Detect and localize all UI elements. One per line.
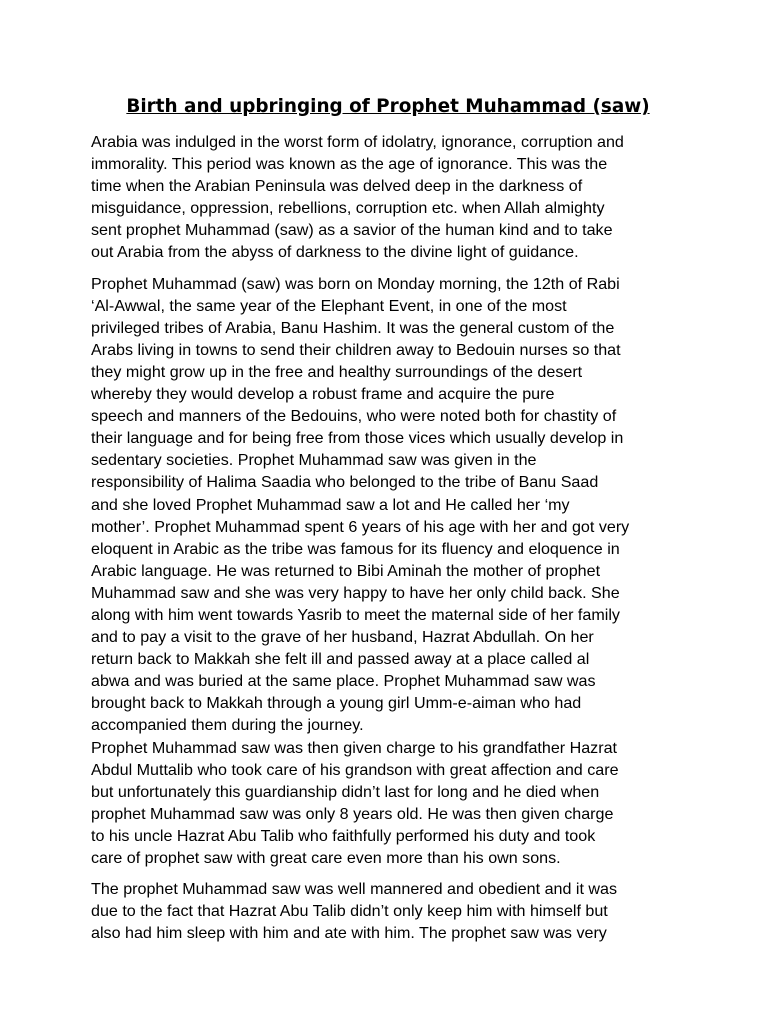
text-line: misguidance, oppression, rebellions, corruption etc. when Allah almighty xyxy=(91,199,605,218)
paragraph-3 xyxy=(91,737,685,870)
text-line: sedentary societies. Prophet Muhammad saw was given in the xyxy=(91,451,537,470)
paragraph-4 xyxy=(91,878,685,944)
text-line: whereby they would develop a robust frame and acquire the pure xyxy=(91,385,555,404)
text-line: speech and manners of the Bedouins, who were noted both for chastity of xyxy=(91,407,617,426)
text-line: along with him went towards Yasrib to meet the maternal side of her family xyxy=(91,605,620,624)
text-line: abwa and was buried at the same place. Prophet Muhammad saw was xyxy=(91,672,596,691)
text-line: they might grow up in the free and healthy surroundings of the desert xyxy=(91,362,583,381)
text-line: prophet Muhammad saw was only 8 years old. He was then given charge xyxy=(91,804,614,823)
text-line: Arabic language. He was returned to Bibi Aminah the mother of prophet xyxy=(91,561,601,580)
text-line: and she loved Prophet Muhammad saw a lot and He called her ‘my xyxy=(91,495,570,514)
text-line: Arabia was indulged in the worst form of idolatry, ignorance, corruption and xyxy=(91,133,624,151)
text-line: their language and for being free from those vices which usually develop in xyxy=(91,429,624,448)
text-line: eloquent in Arabic as the tribe was famous for its fluency and eloquence in xyxy=(91,539,620,558)
paragraph-2 xyxy=(91,273,685,737)
text-line: but unfortunately this guardianship didn’t last for long and he died when xyxy=(91,782,600,801)
text-line: Prophet Muhammad saw was then given charge to his grandfather Hazrat xyxy=(91,738,618,757)
text-line: immorality. This period was known as the age of ignorance. This was the xyxy=(91,155,608,174)
text-line: brought back to Makkah through a young girl Umm-e-aiman who had xyxy=(91,694,582,713)
text-line: mother’. Prophet Muhammad spent 6 years of his age with her and got very xyxy=(91,517,630,536)
text-line: privileged tribes of Arabia, Banu Hashim. It was the general custom of the xyxy=(91,318,615,337)
document-page xyxy=(91,94,685,944)
text-line: out Arabia from the abyss of darkness to the divine light of guidance. xyxy=(91,243,579,262)
text-line: Prophet Muhammad (saw) was born on Monday morning, the 12th of Rabi xyxy=(91,274,620,293)
text-line: Muhammad saw and she was very happy to have her only child back. She xyxy=(91,583,620,602)
paragraph-1 xyxy=(91,131,685,264)
text-line: due to the fact that Hazrat Abu Talib didn’t only keep him with himself but xyxy=(91,902,608,921)
text-line: Arabs living in towns to send their children away to Bedouin nurses so that xyxy=(91,340,621,359)
text-line: to his uncle Hazrat Abu Talib who faithfully performed his duty and took xyxy=(91,826,596,845)
text-line: sent prophet Muhammad (saw) as a savior of the human kind and to take xyxy=(91,221,613,240)
text-line: and to pay a visit to the grave of her husband, Hazrat Abdullah. On her xyxy=(91,628,594,647)
text-line: accompanied them during the journey. xyxy=(91,716,364,735)
text-line: ‘Al-Awwal, the same year of the Elephant Event, in one of the most xyxy=(91,296,567,315)
text-line: responsibility of Halima Saadia who belonged to the tribe of Banu Saad xyxy=(91,473,599,492)
text-line: time when the Arabian Peninsula was delved deep in the darkness of xyxy=(91,177,583,196)
text-line: care of prophet saw with great care even more than his own sons. xyxy=(91,849,561,867)
text-line: also had him sleep with him and ate with him. The prophet saw was very xyxy=(91,924,607,943)
document-title: Birth and upbringing of Prophet Muhammad (saw) xyxy=(126,96,650,117)
text-line: return back to Makkah she felt ill and passed away at a place called al xyxy=(91,650,590,669)
text-line: Abdul Muttalib who took care of his grandson with great affection and care xyxy=(91,760,619,779)
text-line: The prophet Muhammad saw was well mannered and obedient and it was xyxy=(91,880,618,899)
